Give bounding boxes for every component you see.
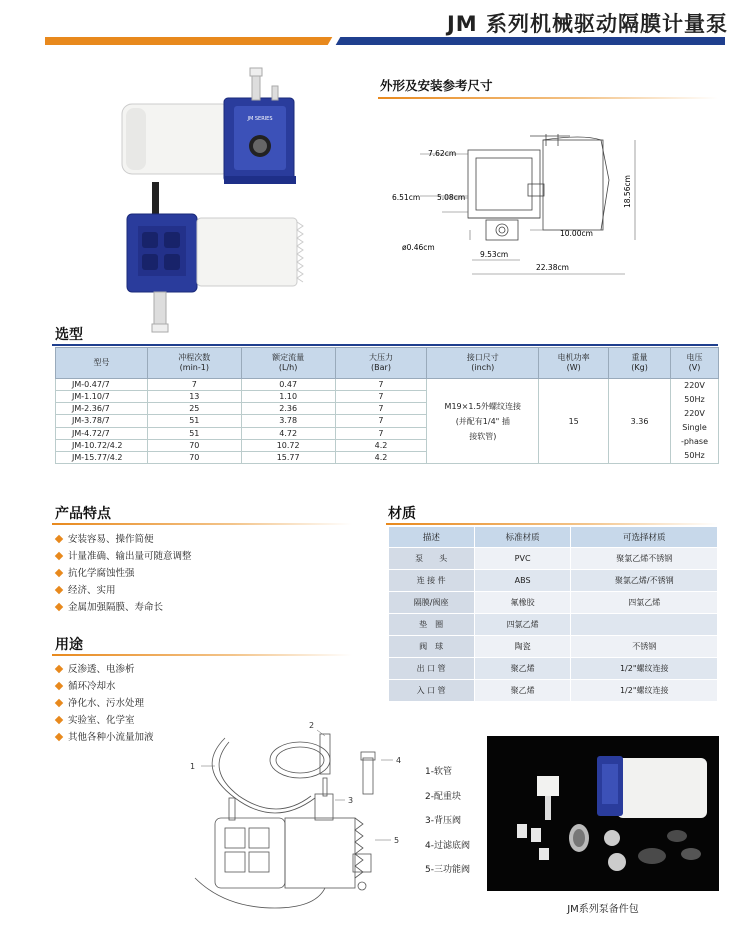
header-power bbox=[539, 348, 609, 379]
dimensions-underline bbox=[378, 97, 718, 99]
dim-label-7-62: 7.62cm bbox=[428, 149, 457, 158]
cell-model: JM-15.77/4.2 bbox=[56, 451, 148, 463]
cell-pressure: 7 bbox=[335, 391, 427, 403]
cell-power: 15 bbox=[539, 379, 609, 464]
header-weight-unit: (Kg) bbox=[631, 363, 648, 372]
dim-label-22-38: 22.38cm bbox=[536, 263, 569, 272]
cell-stroke: 51 bbox=[147, 415, 241, 427]
cell-stroke: 7 bbox=[147, 379, 241, 391]
header-stroke-unit: (min-1) bbox=[179, 363, 209, 372]
header-model-label: 型号 bbox=[93, 358, 110, 367]
svg-text:JM SERIES: JM SERIES bbox=[247, 116, 273, 122]
cell-model: JM-10.72/4.2 bbox=[56, 439, 148, 451]
materials-header-standard: 标准材质 bbox=[474, 527, 571, 548]
header-stroke bbox=[147, 348, 241, 379]
mat-standard: ABS bbox=[474, 570, 571, 592]
materials-title: 材质 bbox=[388, 506, 416, 522]
callout-1: 1 bbox=[190, 762, 196, 771]
voltage-line-3: 220V Single bbox=[682, 409, 707, 432]
dim-label-10-00: 10.00cm bbox=[560, 229, 593, 238]
mat-desc: 阀 球 bbox=[389, 636, 475, 658]
selection-table-header-row bbox=[56, 348, 719, 379]
list-item: 其他各种小流量加液 bbox=[55, 729, 154, 746]
header-power-unit: (W) bbox=[566, 363, 581, 372]
callout-5: 5 bbox=[394, 836, 400, 845]
cell-voltage bbox=[670, 379, 718, 464]
header-bar-orange bbox=[45, 37, 335, 45]
features-title: 产品特点 bbox=[55, 506, 111, 522]
mat-optional: 1/2"螺纹连接 bbox=[571, 680, 718, 702]
header-voltage-label: 电压 bbox=[686, 353, 703, 362]
spare-parts-photo bbox=[487, 736, 719, 891]
features-underline bbox=[52, 523, 352, 525]
pump-upper-image bbox=[122, 68, 296, 184]
page-title: JM 系列机械驱动隔膜计量泵 bbox=[446, 12, 728, 36]
header-pressure-unit: (Bar) bbox=[371, 363, 391, 372]
header-weight-label: 重量 bbox=[631, 353, 648, 362]
cell-stroke: 13 bbox=[147, 391, 241, 403]
mat-standard: 聚乙烯 bbox=[474, 658, 571, 680]
list-item: 4-过滤底阀 bbox=[425, 840, 470, 851]
mat-desc: 出 口 管 bbox=[389, 658, 475, 680]
table-row bbox=[389, 680, 718, 702]
table-row bbox=[389, 548, 718, 570]
dim-label-0-46: ø0.46cm bbox=[402, 243, 435, 252]
mat-optional: 不锈钢 bbox=[571, 636, 718, 658]
table-row bbox=[389, 658, 718, 680]
mat-standard: 聚乙烯 bbox=[474, 680, 571, 702]
cell-pressure: 7 bbox=[335, 427, 427, 439]
list-item: 计量准确、输出量可随意调整 bbox=[55, 548, 192, 565]
cell-pressure: 7 bbox=[335, 415, 427, 427]
list-item: 净化水、污水处理 bbox=[55, 695, 154, 712]
connection-line-3: 接软管) bbox=[469, 431, 497, 441]
mat-desc: 泵 头 bbox=[389, 548, 475, 570]
table-row bbox=[56, 379, 719, 391]
header-power-label: 电机功率 bbox=[557, 353, 590, 362]
list-item: 5-三功能阀 bbox=[425, 865, 470, 875]
cell-model: JM-4.72/7 bbox=[56, 427, 148, 439]
selection-table bbox=[55, 347, 719, 464]
dimensions-title: 外形及安装参考尺寸 bbox=[380, 78, 493, 93]
materials-header-desc: 描述 bbox=[389, 527, 475, 548]
mat-optional: 聚氯乙烯不锈钢 bbox=[571, 548, 718, 570]
materials-header-row bbox=[389, 527, 718, 548]
accessories-drawing bbox=[185, 718, 415, 918]
uses-title: 用途 bbox=[55, 637, 83, 653]
header-connection bbox=[427, 348, 539, 379]
cell-model: JM-2.36/7 bbox=[56, 403, 148, 415]
mat-standard: 四氯乙烯 bbox=[474, 614, 571, 636]
uses-underline bbox=[52, 654, 352, 656]
callout-2: 2 bbox=[309, 721, 315, 730]
mat-optional bbox=[571, 614, 718, 636]
header-flow-unit: (L/h) bbox=[278, 363, 298, 372]
list-item: 安装容易、操作简便 bbox=[55, 531, 192, 548]
connection-line-1: M19×1.5外螺纹连接 bbox=[444, 401, 522, 411]
cell-flow: 4.72 bbox=[241, 427, 335, 439]
mat-standard: 氟橡胶 bbox=[474, 592, 571, 614]
voltage-line-4: -phase 50Hz bbox=[680, 437, 708, 460]
cell-stroke: 51 bbox=[147, 427, 241, 439]
mat-desc: 隔膜/阀座 bbox=[389, 592, 475, 614]
header-voltage-unit: (V) bbox=[688, 363, 701, 372]
table-row bbox=[389, 570, 718, 592]
dimension-drawing bbox=[380, 112, 650, 282]
accessories-list bbox=[425, 760, 470, 883]
mat-desc: 垫 圈 bbox=[389, 614, 475, 636]
dim-label-18-56: 18.56cm bbox=[623, 175, 632, 208]
header-connection-unit: (inch) bbox=[471, 363, 495, 372]
voltage-line-2: 50Hz bbox=[684, 395, 705, 404]
cell-flow: 15.77 bbox=[241, 451, 335, 463]
cell-flow: 10.72 bbox=[241, 439, 335, 451]
cell-flow: 0.47 bbox=[241, 379, 335, 391]
mat-optional: 四氯乙烯 bbox=[571, 592, 718, 614]
cell-stroke: 70 bbox=[147, 451, 241, 463]
table-row bbox=[389, 636, 718, 658]
mat-desc: 入 口 管 bbox=[389, 680, 475, 702]
list-item: 抗化学腐蚀性强 bbox=[55, 565, 192, 582]
header-stroke-label: 冲程次数 bbox=[178, 353, 211, 362]
cell-pressure: 4.2 bbox=[335, 451, 427, 463]
list-item: 1-软管 bbox=[425, 767, 452, 777]
spare-parts-caption: JM系列泵备件包 bbox=[567, 904, 639, 915]
header-connection-label: 接口尺寸 bbox=[466, 353, 499, 362]
mat-optional: 聚氯乙烯/不锈钢 bbox=[571, 570, 718, 592]
cell-model: JM-0.47/7 bbox=[56, 379, 148, 391]
list-item: 经济、实用 bbox=[55, 582, 192, 599]
cell-pressure: 7 bbox=[335, 379, 427, 391]
callout-4: 4 bbox=[396, 756, 402, 765]
cell-connection bbox=[427, 379, 539, 464]
cell-stroke: 70 bbox=[147, 439, 241, 451]
cell-stroke: 25 bbox=[147, 403, 241, 415]
header-voltage bbox=[670, 348, 718, 379]
voltage-line-1: 220V bbox=[684, 381, 705, 390]
header-pressure bbox=[335, 348, 427, 379]
cell-pressure: 4.2 bbox=[335, 439, 427, 451]
table-row bbox=[389, 592, 718, 614]
list-item: 2-配重块 bbox=[425, 791, 461, 802]
header-bar-blue bbox=[335, 37, 725, 45]
header-flow bbox=[241, 348, 335, 379]
table-row bbox=[389, 614, 718, 636]
list-item: 3-背压阀 bbox=[425, 816, 461, 826]
materials-header-optional: 可选择材质 bbox=[571, 527, 718, 548]
materials-underline bbox=[386, 523, 718, 525]
mat-desc: 连 接 件 bbox=[389, 570, 475, 592]
mat-optional: 1/2"螺纹连接 bbox=[571, 658, 718, 680]
cell-flow: 2.36 bbox=[241, 403, 335, 415]
mat-standard: 陶瓷 bbox=[474, 636, 571, 658]
uses-list bbox=[55, 661, 154, 746]
list-item: 实验室、化学室 bbox=[55, 712, 154, 729]
cell-flow: 1.10 bbox=[241, 391, 335, 403]
header-flow-label: 额定流量 bbox=[272, 353, 305, 362]
materials-table bbox=[388, 526, 718, 702]
mat-standard: PVC bbox=[474, 548, 571, 570]
connection-line-2: (并配有1/4" 插 bbox=[455, 416, 510, 426]
selection-underline bbox=[52, 344, 718, 346]
header-pressure-label: 大压力 bbox=[368, 353, 393, 362]
callout-3: 3 bbox=[348, 796, 354, 805]
cell-model: JM-3.78/7 bbox=[56, 415, 148, 427]
pump-product-photo bbox=[112, 62, 317, 337]
selection-title: 选型 bbox=[55, 327, 83, 343]
dim-label-5-08: 5.08cm bbox=[437, 193, 466, 202]
header-model bbox=[56, 348, 148, 379]
cell-weight: 3.36 bbox=[609, 379, 671, 464]
list-item: 循环冷却水 bbox=[55, 678, 154, 695]
cell-pressure: 7 bbox=[335, 403, 427, 415]
features-list bbox=[55, 531, 192, 616]
dim-label-6-51: 6.51cm bbox=[392, 193, 421, 202]
pump-lower-image bbox=[127, 182, 303, 332]
list-item: 金属加强隔膜、寿命长 bbox=[55, 599, 192, 616]
list-item: 反渗透、电渗析 bbox=[55, 661, 154, 678]
dim-label-9-53: 9.53cm bbox=[480, 250, 509, 259]
cell-model: JM-1.10/7 bbox=[56, 391, 148, 403]
cell-flow: 3.78 bbox=[241, 415, 335, 427]
header-weight bbox=[609, 348, 671, 379]
